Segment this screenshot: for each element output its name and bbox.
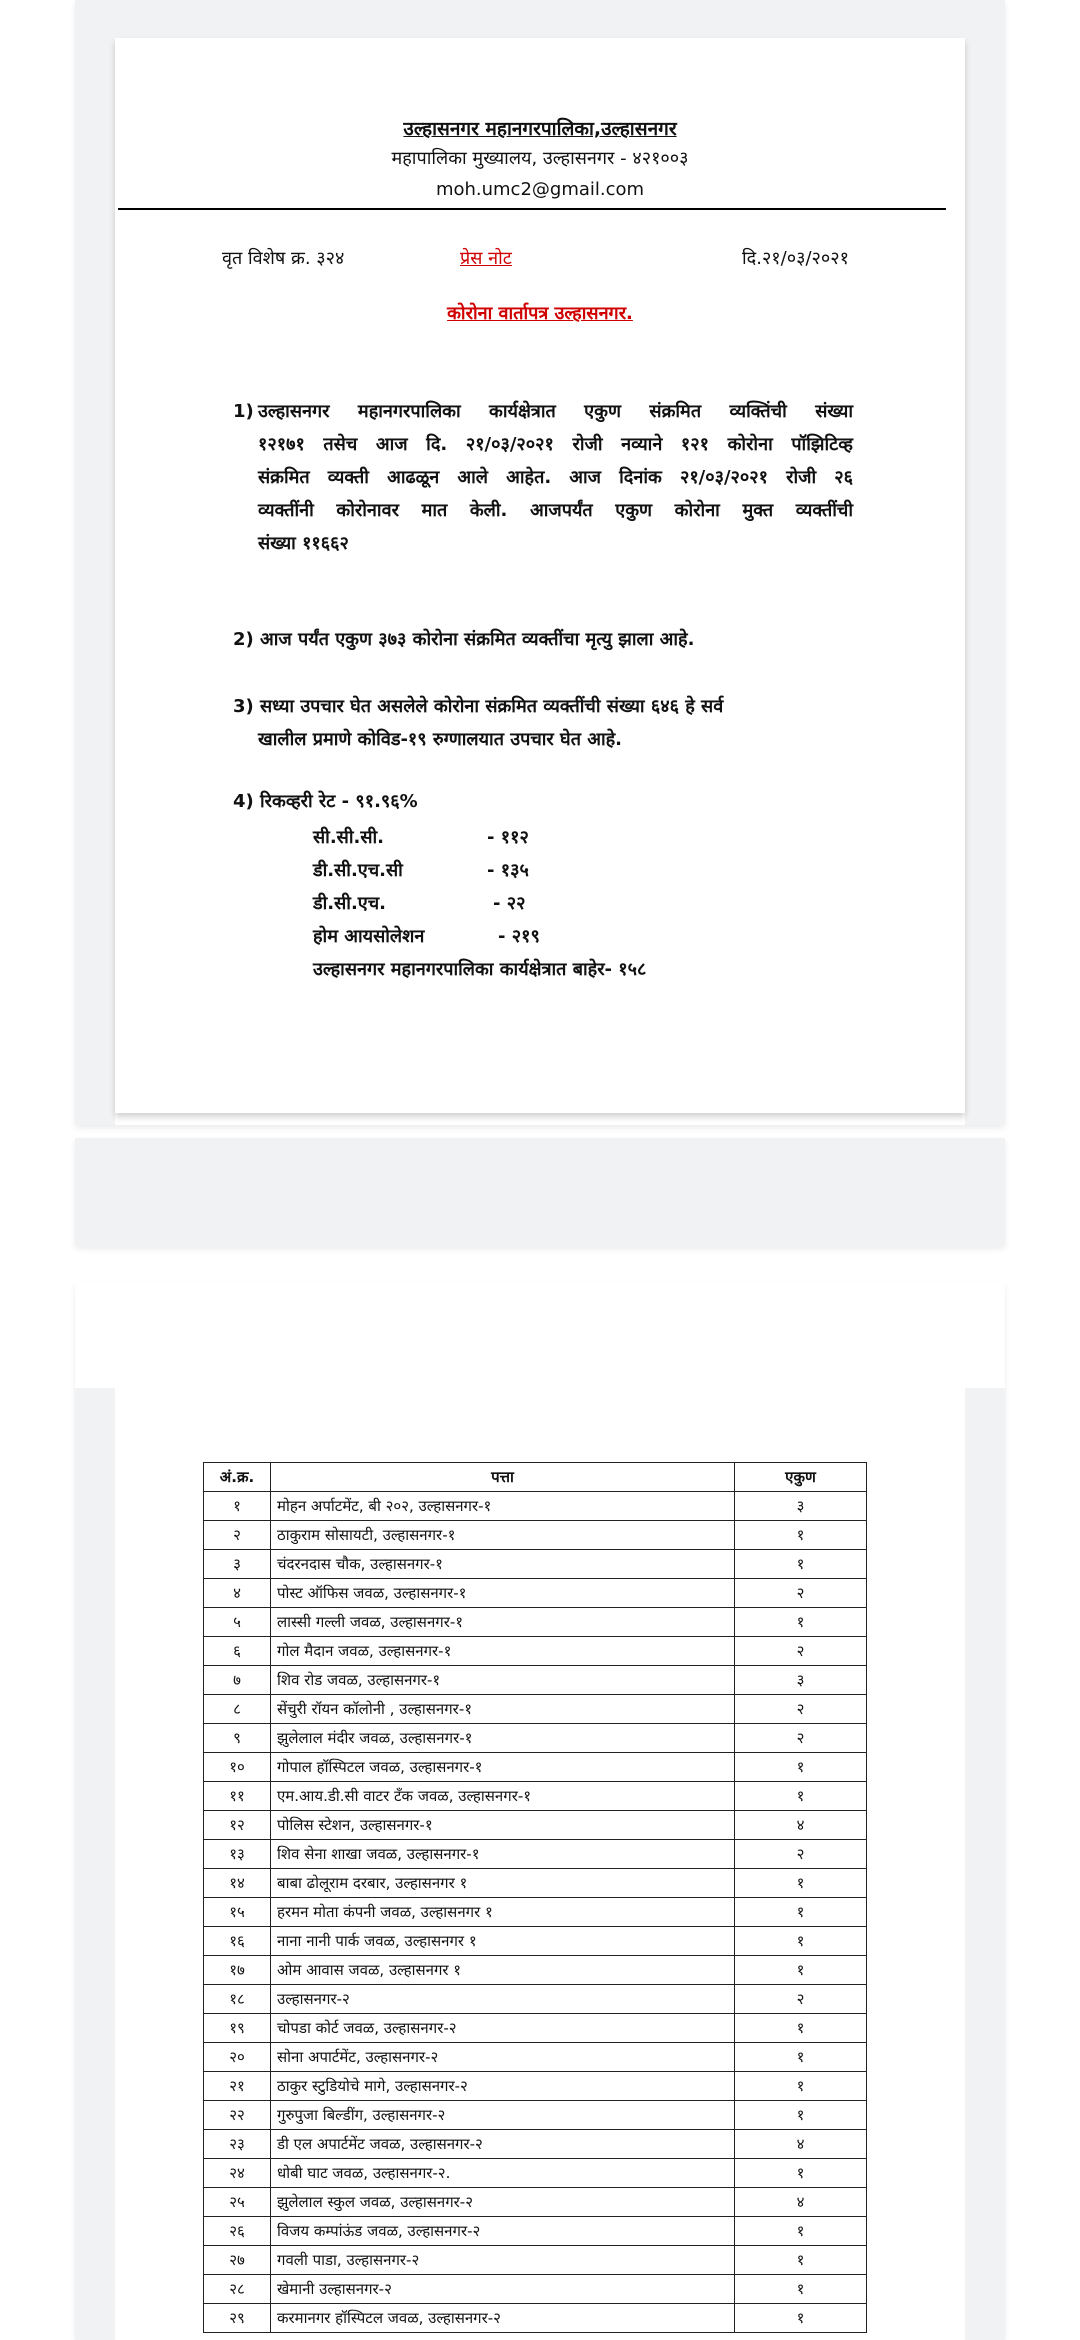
reference-number: वृत विशेष क्र. ३२४: [222, 248, 345, 269]
table-row: [204, 1782, 867, 1811]
table-row: [204, 2246, 867, 2275]
row-serial: २२: [204, 2101, 271, 2130]
table-row: [204, 1811, 867, 1840]
row-total: ४: [735, 2188, 867, 2217]
row-address: शिव रोड जवळ, उल्हासनगर-१: [271, 1666, 735, 1695]
table-row: [204, 1579, 867, 1608]
row-total: २: [735, 1724, 867, 1753]
row-address: हरमन मोता कंपनी जवळ, उल्हासनगर १: [271, 1898, 735, 1927]
bulletin-heading: कोरोना वार्तापत्र उल्हासनगर.: [447, 303, 633, 324]
row-serial: २३: [204, 2130, 271, 2159]
table-row: [204, 2072, 867, 2101]
point-2: 2) आज पर्यंत एकुण ३७३ कोरोना संक्रमित व्यक्तींचा मृत्यु झाला आहे.: [233, 629, 695, 650]
card-top-strip: [75, 0, 1005, 38]
recovery-value-dch: - २२: [493, 893, 526, 914]
row-address: गोपाल हॉस्पिटल जवळ, उल्हासनगर-१: [271, 1753, 735, 1782]
row-serial: २७: [204, 2246, 271, 2275]
row-address: नाना नानी पार्क जवळ, उल्हासनगर १: [271, 1927, 735, 1956]
table-row: [204, 2101, 867, 2130]
table-row: [204, 1550, 867, 1579]
row-serial: १३: [204, 1840, 271, 1869]
row-address: मोहन अर्पाटमेंट, बी २०२, उल्हासनगर-१: [271, 1492, 735, 1521]
row-total: १: [735, 1898, 867, 1927]
document-date: दि.२१/०३/२०२१: [742, 248, 849, 269]
row-serial: ९: [204, 1724, 271, 1753]
row-serial: ३: [204, 1550, 271, 1579]
table-row: [204, 2130, 867, 2159]
row-total: १: [735, 1550, 867, 1579]
table-row: [204, 2304, 867, 2333]
row-total: १: [735, 1927, 867, 1956]
row-total: १: [735, 1956, 867, 1985]
row-serial: १०: [204, 1753, 271, 1782]
document-page-1[interactable]: [115, 38, 965, 1113]
row-serial: ४: [204, 1579, 271, 1608]
row-serial: १२: [204, 1811, 271, 1840]
row-address: गुरुपुजा बिल्डींग, उल्हासनगर-२: [271, 2101, 735, 2130]
row-total: १: [735, 1521, 867, 1550]
row-total: १: [735, 1869, 867, 1898]
recovery-label-ccc: सी.सी.सी.: [313, 827, 385, 848]
table-header-row: [204, 1463, 867, 1492]
row-address: गवली पाडा, उल्हासनगर-२: [271, 2246, 735, 2275]
row-total: १: [735, 2246, 867, 2275]
recovery-label-home: होम आयसोलेशन: [313, 926, 425, 947]
table-row: [204, 1608, 867, 1637]
point-4: 4) रिकव्हरी रेट - ९१.९६%: [233, 791, 418, 812]
row-serial: २१: [204, 2072, 271, 2101]
row-total: १: [735, 2304, 867, 2333]
col-header-serial: अं.क्र.: [204, 1463, 271, 1492]
col-header-total: एकुण: [735, 1463, 867, 1492]
row-total: १: [735, 2014, 867, 2043]
row-address: खेमानी उल्हासनगर-२: [271, 2275, 735, 2304]
row-serial: १७: [204, 1956, 271, 1985]
row-serial: २४: [204, 2159, 271, 2188]
card-right-margin: [965, 38, 1005, 1125]
point-3: [233, 690, 853, 756]
point-3-line-2: खालील प्रमाणे कोविड-१९ रुग्णालयात उपचार घेत आहे.: [258, 729, 623, 750]
point-3-line-1: 3) सध्या उपचार घेत असलेले कोरोना संक्रमित व्यक्तींची संख्या ६४६ हे सर्व: [233, 696, 724, 717]
row-total: १: [735, 1753, 867, 1782]
row-total: २: [735, 1579, 867, 1608]
table-row: [204, 2014, 867, 2043]
row-serial: १: [204, 1492, 271, 1521]
org-email: moh.umc2@gmail.com: [435, 179, 645, 200]
row-address: चोपडा कोर्ट जवळ, उल्हासनगर-२: [271, 2014, 735, 2043]
row-address: उल्हासनगर-२: [271, 1985, 735, 2014]
recovery-value-home: - २१९: [498, 926, 540, 947]
table-row: [204, 2159, 867, 2188]
row-total: १: [735, 1608, 867, 1637]
recovery-value-ccc: - ११२: [487, 827, 529, 848]
row-total: २: [735, 1985, 867, 2014]
row-serial: १४: [204, 1869, 271, 1898]
row-serial: ८: [204, 1695, 271, 1724]
recovery-label-dch: डी.सी.एच.: [313, 893, 387, 914]
row-serial: ७: [204, 1666, 271, 1695]
row-serial: २८: [204, 2275, 271, 2304]
row-total: १: [735, 2101, 867, 2130]
row-total: ४: [735, 2130, 867, 2159]
affected-areas-table: [203, 1462, 867, 2333]
row-total: ४: [735, 1811, 867, 1840]
outside-limits: उल्हासनगर महानगरपालिका कार्यक्षेत्रात बाहेर- १५८: [313, 959, 647, 980]
row-address: पोस्ट ऑफिस जवळ, उल्हासनगर-१: [271, 1579, 735, 1608]
row-serial: २०: [204, 2043, 271, 2072]
row-serial: २९: [204, 2304, 271, 2333]
table-row: [204, 1637, 867, 1666]
row-serial: १५: [204, 1898, 271, 1927]
row-address: ठाकुर स्टुडियोचे मागे, उल्हासनगर-२: [271, 2072, 735, 2101]
table-row: [204, 1695, 867, 1724]
row-serial: २६: [204, 2217, 271, 2246]
point-1-line-2: १२१७१ तसेच आज दि. २१/०३/२०२१ रोजी नव्याने १२१ कोरोना पॉझिटिव्ह: [258, 434, 853, 455]
table-row: [204, 2043, 867, 2072]
row-total: १: [735, 2217, 867, 2246]
point-1-line-5: संख्या ११६६२: [258, 533, 349, 554]
row-total: २: [735, 1840, 867, 1869]
table-row: [204, 1985, 867, 2014]
row-address: करमानगर हॉस्पिटल जवळ, उल्हासनगर-२: [271, 2304, 735, 2333]
table-row: [204, 1492, 867, 1521]
row-serial: १८: [204, 1985, 271, 2014]
table-row: [204, 1927, 867, 1956]
row-serial: १६: [204, 1927, 271, 1956]
table-row: [204, 1956, 867, 1985]
row-address: धोबी घाट जवळ, उल्हासनगर-२.: [271, 2159, 735, 2188]
row-total: ३: [735, 1666, 867, 1695]
row-address: चंदरनदास चौक, उल्हासनगर-१: [271, 1550, 735, 1579]
row-address: सेंचुरी रॉयन कॉलोनी , उल्हासनगर-१: [271, 1695, 735, 1724]
row-total: २: [735, 1695, 867, 1724]
table-row: [204, 2275, 867, 2304]
row-total: ३: [735, 1492, 867, 1521]
table-row: [204, 1898, 867, 1927]
table-row: [204, 1753, 867, 1782]
table-row: [204, 1869, 867, 1898]
row-serial: १९: [204, 2014, 271, 2043]
point-1-line-4: व्यक्तींनी कोरोनावर मात केली. आजपर्यंत एकुण कोरोना मुक्त व्यक्तींची: [258, 500, 853, 521]
col-header-address: पत्ता: [271, 1463, 735, 1492]
point-1-line-3: संक्रमित व्यक्ती आढळून आले आहेत. आज दिनांक २१/०३/२०२१ रोजी २६: [258, 467, 853, 488]
press-note-label: प्रेस नोट: [460, 248, 512, 269]
row-address: लास्सी गल्ली जवळ, उल्हासनगर-१: [271, 1608, 735, 1637]
table-row: [204, 1724, 867, 1753]
card2-right-margin: [965, 1388, 1005, 2340]
table-row: [204, 2217, 867, 2246]
table-row: [204, 1840, 867, 1869]
row-serial: ११: [204, 1782, 271, 1811]
row-address: डी एल अपार्टमेंट जवळ, उल्हासनगर-२: [271, 2130, 735, 2159]
row-total: १: [735, 2275, 867, 2304]
blank-card: [75, 1138, 1005, 1246]
row-total: १: [735, 2072, 867, 2101]
row-address: शिव सेना शाखा जवळ, उल्हासनगर-१: [271, 1840, 735, 1869]
recovery-value-dchc: - १३५: [487, 860, 529, 881]
row-total: १: [735, 2043, 867, 2072]
point-1-line-1: उल्हासनगर महानगरपालिका कार्यक्षेत्रात एकुण संक्रमित व्यक्तिंची संख्या: [258, 401, 853, 422]
header-divider: [118, 208, 946, 210]
row-total: १: [735, 1782, 867, 1811]
row-address: झुलेलाल मंदीर जवळ, उल्हासनगर-१: [271, 1724, 735, 1753]
row-total: २: [735, 1637, 867, 1666]
row-serial: ५: [204, 1608, 271, 1637]
table-row: [204, 2188, 867, 2217]
point-1-number: 1): [233, 401, 254, 422]
point-1: [233, 395, 853, 560]
row-address: एम.आय.डी.सी वाटर टँक जवळ, उल्हासनगर-१: [271, 1782, 735, 1811]
document-page-2[interactable]: [115, 1388, 965, 2340]
row-address: सोना अपार्टमेंट, उल्हासनगर-२: [271, 2043, 735, 2072]
table-row: [204, 1521, 867, 1550]
card-left-margin: [75, 38, 115, 1125]
row-address: बाबा ढोलूराम दरबार, उल्हासनगर १: [271, 1869, 735, 1898]
row-address: विजय कम्पांऊंड जवळ, उल्हासनगर-२: [271, 2217, 735, 2246]
recovery-label-dchc: डी.सी.एच.सी: [313, 860, 403, 881]
org-title: उल्हासनगर महानगरपालिका,उल्हासनगर: [403, 118, 677, 140]
org-address: महापालिका मुख्यालय, उल्हासनगर - ४२१००३: [391, 148, 689, 169]
row-serial: ६: [204, 1637, 271, 1666]
row-address: झुलेलाल स्कुल जवळ, उल्हासनगर-२: [271, 2188, 735, 2217]
row-address: पोलिस स्टेशन, उल्हासनगर-१: [271, 1811, 735, 1840]
table-row: [204, 1666, 867, 1695]
row-address: ओम आवास जवळ, उल्हासनगर १: [271, 1956, 735, 1985]
row-address: ठाकुराम सोसायटी, उल्हासनगर-१: [271, 1521, 735, 1550]
row-serial: २: [204, 1521, 271, 1550]
row-serial: २५: [204, 2188, 271, 2217]
card2-left-margin: [75, 1388, 115, 2340]
row-total: १: [735, 2159, 867, 2188]
row-address: गोल मैदान जवळ, उल्हासनगर-१: [271, 1637, 735, 1666]
